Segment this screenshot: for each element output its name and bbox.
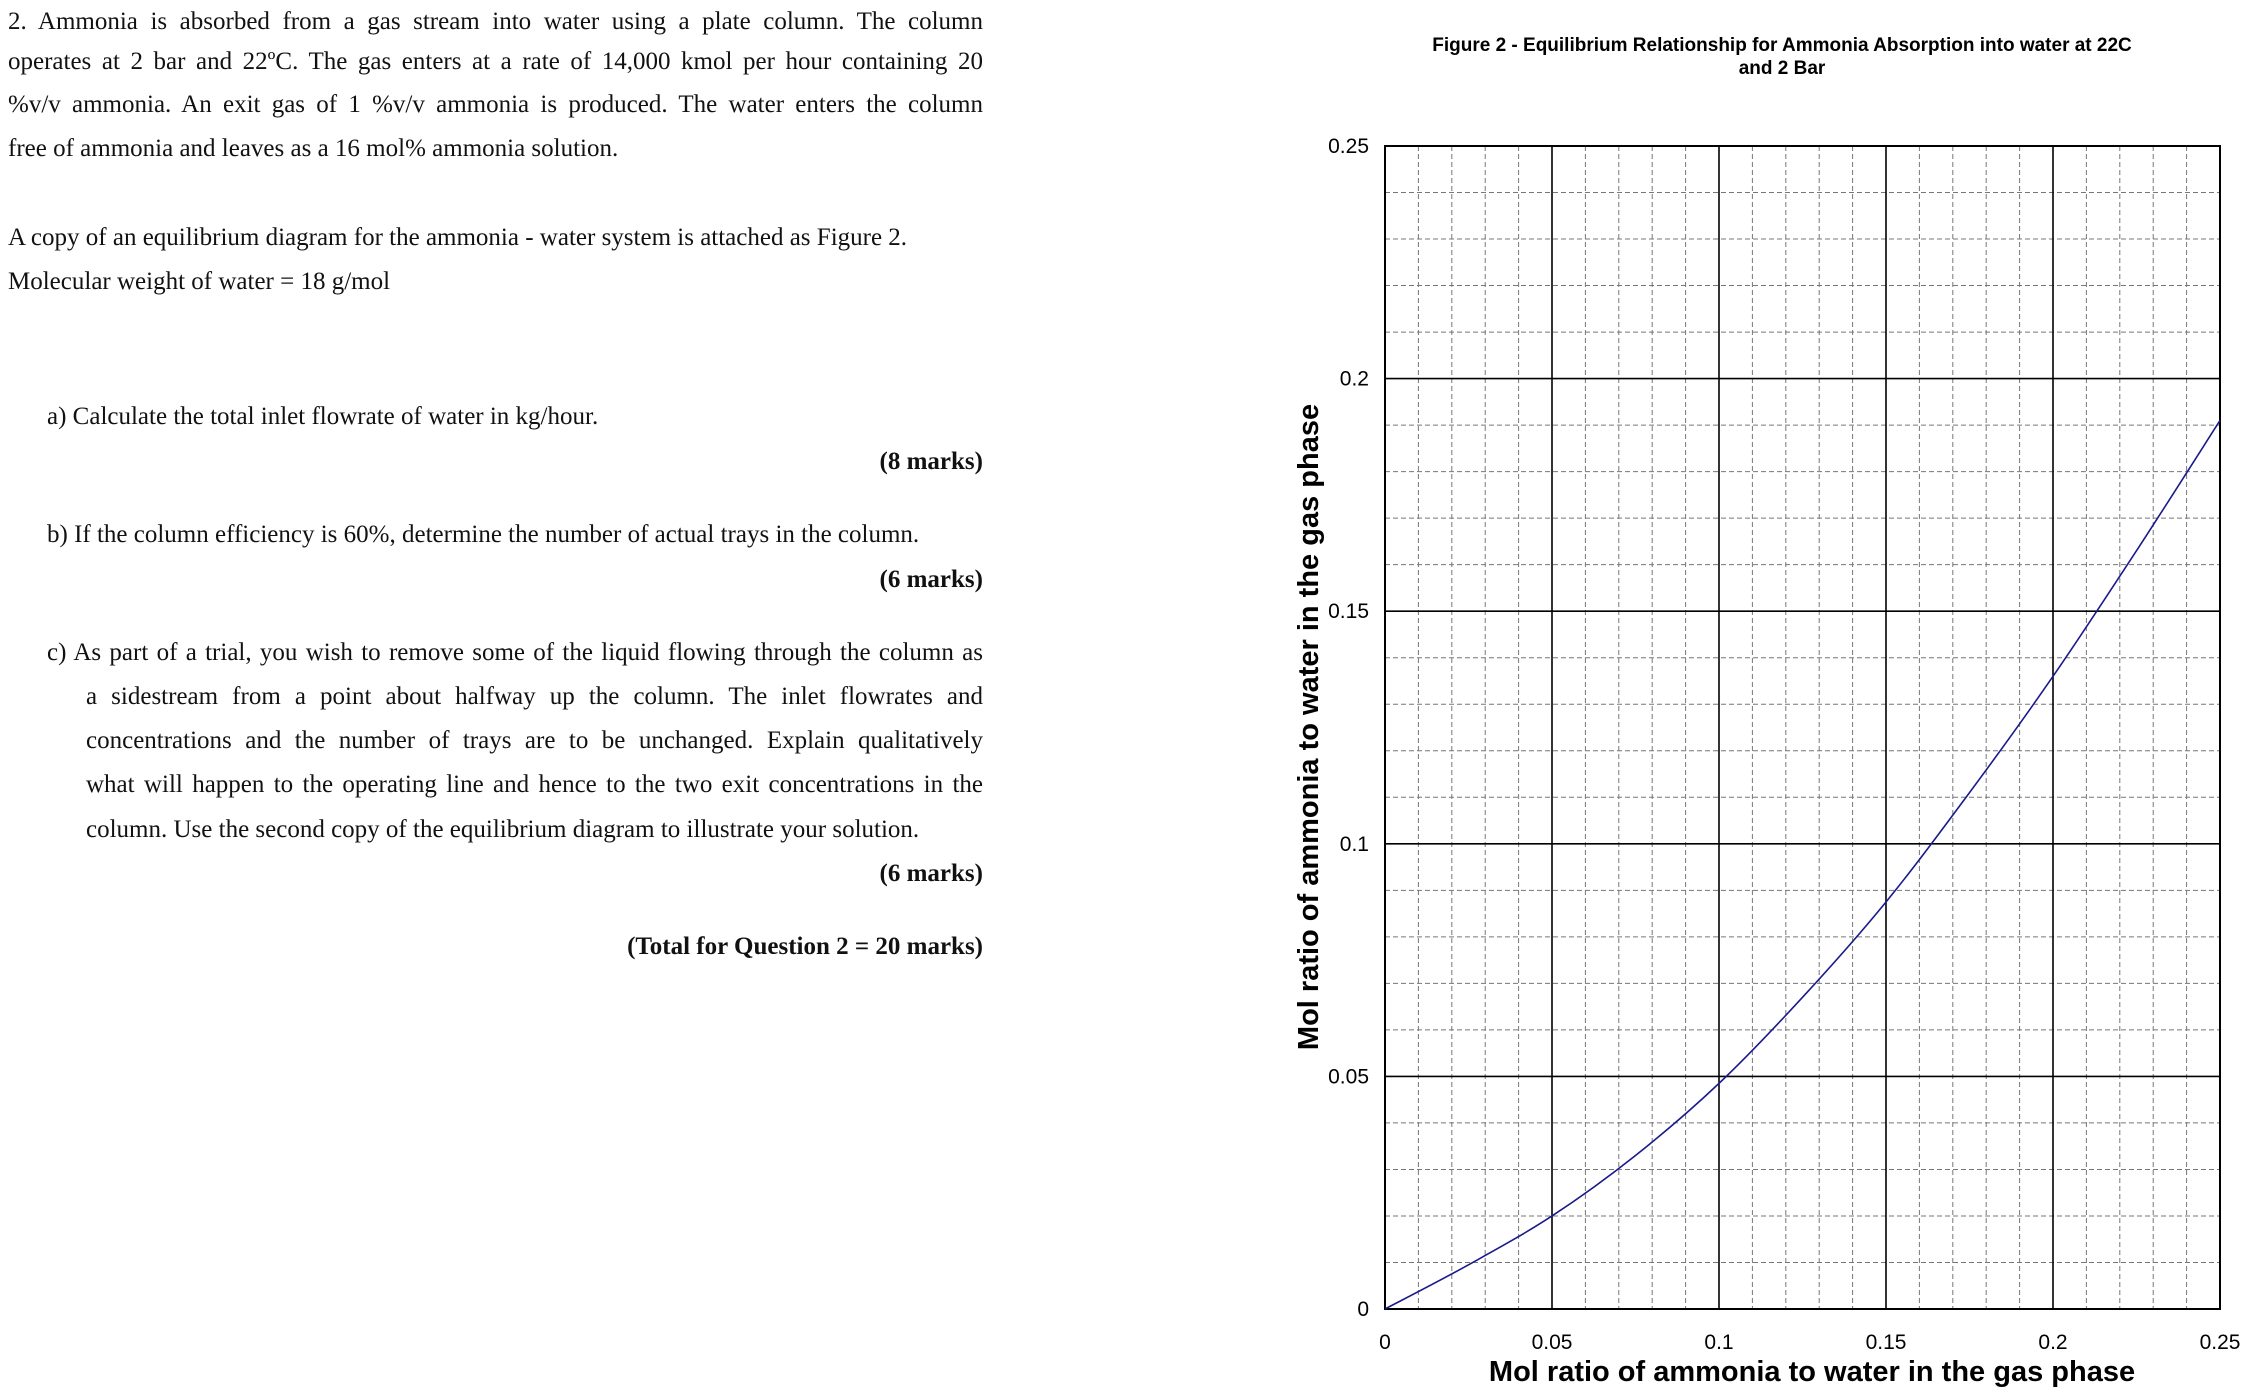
minor-gridlines (1385, 146, 2220, 1309)
y-tick-label: 0.25 (1328, 135, 1369, 158)
part-a-text: a) Calculate the total inlet flowrate of water in kg/hour. (47, 403, 599, 430)
x-tick-label: 0.05 (1531, 1331, 1573, 1354)
part-c-line-5: column. Use the second copy of the equilibrium diagram to illustrate your solution. (86, 816, 920, 843)
intro-line-3: %v/v ammonia. An exit gas of 1 %v/v ammonia is produced. The water enters the column (8, 91, 983, 118)
intro-line-4: free of ammonia and leaves as a 16 mol% ammonia solution. (8, 135, 619, 162)
y-tick-label: 0.1 (1339, 832, 1369, 856)
chart-title-line-1: Figure 2 - Equilibrium Relationship for Ammonia Absorption into water at 22C (1432, 35, 2132, 56)
figure-note: A copy of an equilibrium diagram for the ammonia - water system is attached as Figure 2. (8, 224, 908, 251)
part-c-line-2: a sidestream from a point about halfway up the column. The inlet flowrates and (86, 683, 983, 710)
part-b-text: b) If the column efficiency is 60%, determine the number of actual trays in the column. (47, 521, 920, 548)
x-tick-label: 0 (1379, 1331, 1391, 1354)
x-tick-label: 0.15 (1865, 1331, 1907, 1354)
plot-area (1385, 146, 2220, 1309)
y-tick-label: 0.2 (1339, 367, 1369, 391)
equilibrium-curve (1385, 420, 2220, 1309)
total-marks: (Total for Question 2 = 20 marks) (627, 933, 983, 960)
chart-title-line-2: and 2 Bar (1738, 58, 1826, 79)
y-tick-label: 0.15 (1328, 600, 1369, 624)
y-axis-label: Mol ratio of ammonia to water in the gas phase (1293, 403, 1325, 1051)
x-tick-labels (1379, 1331, 2240, 1354)
y-tick-label: 0.05 (1328, 1065, 1369, 1089)
part-c-line-1: c) As part of a trial, you wish to remove some of the liquid flowing through the column as (47, 639, 983, 666)
part-a-marks: (8 marks) (879, 448, 983, 475)
y-tick-label: 0 (1357, 1298, 1369, 1321)
major-gridlines (1385, 146, 2220, 1309)
y-tick-labels (1328, 135, 1369, 1321)
part-c-line-3: concentrations and the number of trays are to be unchanged. Explain qualitatively (86, 727, 983, 754)
molecular-weight-note: Molecular weight of water = 18 g/mol (8, 268, 391, 295)
x-tick-label: 0.2 (2038, 1331, 2068, 1354)
x-axis-label: Mol ratio of ammonia to water in the gas phase (1488, 1356, 2136, 1388)
part-c-line-4: what will happen to the operating line and hence to the two exit concentrations in the (86, 771, 983, 798)
part-b-marks: (6 marks) (879, 566, 983, 593)
x-tick-label: 0.25 (2199, 1331, 2241, 1354)
part-c-marks: (6 marks) (879, 860, 983, 887)
intro-line-2: operates at 2 bar and 22ºC. The gas enters at a rate of 14,000 kmol per hour containing 20 (8, 48, 983, 75)
x-tick-label: 0.1 (1704, 1331, 1734, 1354)
intro-line-1: 2. Ammonia is absorbed from a gas stream into water using a plate column. The column (8, 8, 983, 35)
